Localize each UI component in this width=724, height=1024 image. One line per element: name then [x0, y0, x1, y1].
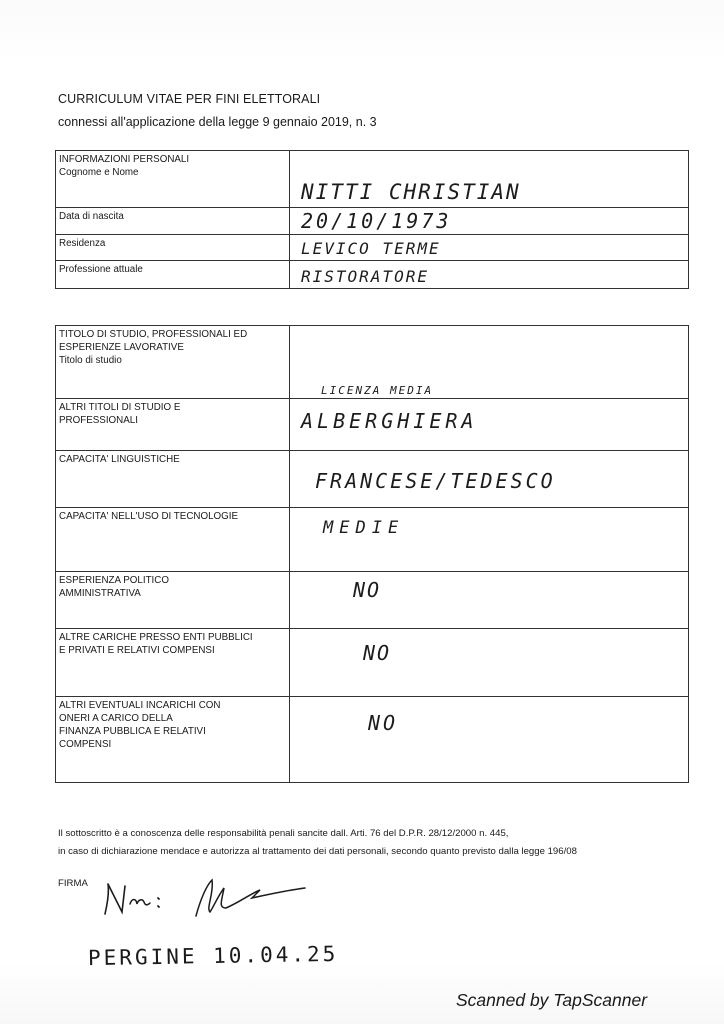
other-roles-value-cell	[290, 629, 689, 697]
handwritten-signature	[100, 876, 330, 926]
political-label-cell	[56, 572, 290, 629]
tech-label: CAPACITA' NELL'USO DI TECNOLOGIE	[56, 508, 290, 572]
row-political	[56, 572, 689, 629]
other-titles-value-cell	[290, 399, 689, 451]
political-label-line2: AMMINISTRATIVA	[59, 588, 141, 599]
row-residence	[56, 235, 689, 261]
other-titles-label-line1: ALTRI TITOLI DI STUDIO E	[59, 402, 181, 413]
other-titles-label-line2: PROFESSIONALI	[59, 415, 138, 426]
row-tech	[56, 508, 689, 572]
row-birth	[56, 208, 689, 235]
other-roles-label-line2: E PRIVATI E RELATIVI COMPENSI	[59, 645, 215, 656]
other-roles-label-cell	[56, 629, 290, 697]
row-other-titles	[56, 399, 689, 451]
signature-label: FIRMA	[58, 878, 88, 889]
row-languages	[56, 451, 689, 508]
other-tasks-label-line2: ONERI A CARICO DELLA	[59, 713, 173, 724]
declaration-line2: in caso di dichiarazione mendace e autorizza al trattamento dei dati personali, secondo quanto previsto dalla legge 196/08	[58, 846, 577, 857]
languages-value-cell	[290, 451, 689, 508]
row-name	[56, 151, 689, 208]
tech-value: MEDIE	[323, 518, 405, 538]
other-roles-value: NO	[363, 641, 392, 665]
personal-info-table	[55, 150, 689, 289]
residence-value-cell	[290, 235, 689, 261]
studies-table	[55, 325, 689, 783]
place-date: PERGINE 10.04.25	[87, 941, 339, 971]
other-tasks-label-cell	[56, 697, 290, 783]
languages-value: FRANCESE/TEDESCO	[315, 469, 556, 493]
other-roles-label-line1: ALTRE CARICHE PRESSO ENTI PUBBLICI	[59, 632, 253, 643]
row-other-tasks	[56, 697, 689, 783]
profession-value: RISTORATORE	[301, 267, 429, 286]
name-value-cell	[290, 151, 689, 208]
document-subtitle: connessi all'applicazione della legge 9 gennaio 2019, n. 3	[58, 115, 377, 129]
name-value: NITTI CHRISTIAN	[301, 180, 521, 204]
title-of-study-label-line2: ESPERIENZE LAVORATIVE	[59, 342, 184, 353]
row-profession	[56, 261, 689, 289]
other-tasks-label-line3: FINANZA PUBBLICA E RELATIVI	[59, 726, 206, 737]
residence-value: LEVICO TERME	[301, 239, 441, 258]
tech-value-cell	[290, 508, 689, 572]
title-of-study-value-cell	[290, 326, 689, 399]
name-label: Cognome e Nome	[59, 167, 139, 178]
other-tasks-value-cell	[290, 697, 689, 783]
birth-label: Data di nascita	[56, 208, 290, 235]
residence-label: Residenza	[56, 235, 290, 261]
political-label-line1: ESPERIENZA POLITICO	[59, 575, 169, 586]
profession-label: Professione attuale	[56, 261, 290, 289]
other-titles-label-cell	[56, 399, 290, 451]
name-label-cell	[56, 151, 290, 208]
title-of-study-label-line1: TITOLO DI STUDIO, PROFESSIONALI ED	[59, 329, 248, 340]
birth-value-cell	[290, 208, 689, 235]
other-titles-value: ALBERGHIERA	[301, 409, 478, 433]
title-of-study-label-line3: Titolo di studio	[59, 355, 122, 366]
title-of-study-label-cell	[56, 326, 290, 399]
title-of-study-value: LICENZA MEDIA	[321, 384, 434, 397]
political-value: NO	[353, 578, 382, 602]
scanner-watermark: Scanned by TapScanner	[456, 990, 648, 1010]
declaration-line1: Il sottoscritto è a conoscenza delle responsabilità penali sancite dall. Arti. 76 del D.P.R. 28/12/2000 n. 445,	[58, 828, 509, 839]
birth-value: 20/10/1973	[301, 209, 452, 233]
other-tasks-label-line4: COMPENSI	[59, 739, 112, 750]
languages-label: CAPACITA' LINGUISTICHE	[56, 451, 290, 508]
row-title-of-study	[56, 326, 689, 399]
document-title: CURRICULUM VITAE PER FINI ELETTORALI	[58, 92, 321, 106]
row-other-roles	[56, 629, 689, 697]
other-tasks-value: NO	[368, 711, 399, 735]
other-tasks-label-line1: ALTRI EVENTUALI INCARICHI CON	[59, 700, 221, 711]
section-label-personal: INFORMAZIONI PERSONALI	[59, 154, 190, 165]
political-value-cell	[290, 572, 689, 629]
profession-value-cell	[290, 261, 689, 289]
